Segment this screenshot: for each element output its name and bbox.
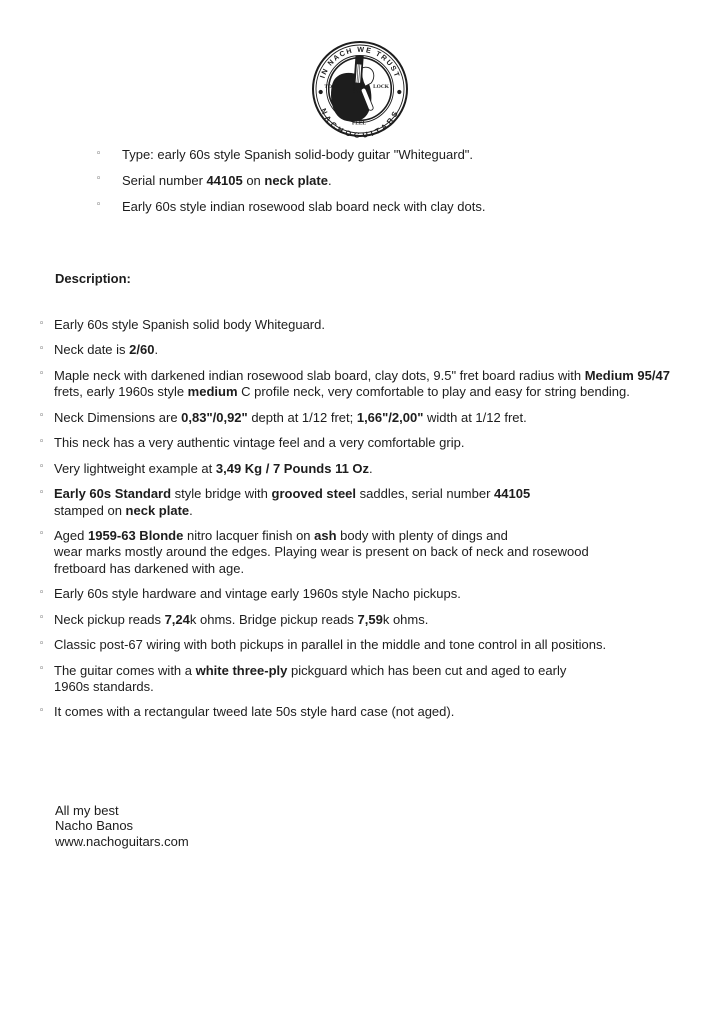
- list-item: [39, 342, 670, 358]
- bullet-icon: ◦: [96, 200, 102, 211]
- bullet-icon: ◦: [39, 705, 45, 716]
- list-item-line: Very lightweight example at 3,49 Kg / 7 Pounds 11 Oz.: [54, 460, 373, 476]
- list-item-line: Early 60s Standard style bridge with grooved steel saddles, serial number 44105: [54, 486, 531, 502]
- logo-bottom-arc-text: NACHOGUITARS: [318, 106, 402, 140]
- closing-line: All my best: [55, 803, 119, 818]
- list-item-line: The guitar comes with a white three-ply pickguard which has been cut and aged to early: [54, 662, 567, 678]
- list-item-line: It comes with a rectangular tweed late 50s style hard case (not aged).: [54, 704, 455, 720]
- list-item-line: Maple neck with darkened indian rosewood slab board, clay dots, 9.5" fret board radius with Medium 95/47: [54, 367, 670, 383]
- list-item-line: frets, early 1960s style medium C profile neck, very comfortable to play and easy for string bending.: [54, 384, 630, 400]
- guitar-bridge: [354, 83, 361, 91]
- list-item-line: Early 60s style Spanish solid body Whiteguard.: [54, 317, 325, 332]
- list-item-line: Aged 1959-63 Blonde nitro lacquer finish on ash body with plenty of dings and: [54, 527, 508, 543]
- logo-left-dot: [319, 90, 323, 94]
- list-item-line: Neck date is 2/60.: [54, 342, 159, 358]
- guitar-pickguard: [362, 67, 374, 86]
- bullet-icon: ◦: [39, 529, 45, 540]
- list-item-line: Early 60s style indian rosewood slab board neck with clay dots.: [122, 198, 486, 214]
- list-item: [39, 460, 670, 477]
- intro-bullet-list: [96, 147, 486, 225]
- list-item-line: Type: early 60s style Spanish solid-body guitar "Whiteguard".: [122, 147, 474, 162]
- logo-word-feel: FEEL: [351, 120, 367, 127]
- list-item: [39, 435, 670, 451]
- list-item-line: Early 60s style hardware and vintage early 1960s style Nacho pickups.: [54, 586, 461, 602]
- list-item-line: 1960s standards.: [54, 678, 154, 694]
- list-item: [39, 611, 670, 628]
- list-item: [96, 147, 485, 163]
- bullet-icon: ◦: [39, 487, 45, 498]
- bullet-icon: ◦: [39, 462, 45, 473]
- description-heading: Description:: [55, 271, 131, 286]
- list-item: [39, 317, 670, 333]
- bullet-icon: ◦: [39, 587, 45, 598]
- list-item-line: Neck Dimensions are 0,83"/0,92" depth at 1/12 fret; 1,66"/2,00" width at 1/12 fret.: [54, 409, 527, 425]
- guitar-fretboard: [355, 64, 362, 83]
- list-item: [39, 367, 670, 401]
- bullet-icon: ◦: [39, 369, 45, 380]
- list-item-line: Classic post-67 wiring with both pickups in parallel in the middle and tone control in all positions.: [54, 637, 607, 653]
- bullet-icon: ◦: [39, 436, 45, 447]
- bullet-icon: ◦: [39, 411, 45, 422]
- bullet-icon: ◦: [39, 343, 45, 354]
- list-item: [39, 527, 670, 577]
- logo-word-lock: LOCK: [373, 84, 389, 90]
- list-item: [39, 637, 670, 653]
- signature-block: [55, 803, 189, 849]
- bullet-icon: ◦: [96, 174, 102, 185]
- list-item: [39, 486, 670, 519]
- list-item: [96, 198, 486, 215]
- list-item-line: Neck pickup reads 7,24k ohms. Bridge pickup reads 7,59k ohms.: [54, 611, 429, 627]
- list-item: [39, 704, 670, 720]
- list-item-line: stamped on neck plate.: [54, 502, 193, 518]
- list-item: [39, 409, 670, 426]
- nachoguitars-logo-stamp: [308, 41, 412, 141]
- list-item-line: wear marks mostly around the edges. Playing wear is present on back of neck and rosewood: [54, 544, 589, 560]
- author-name: Nacho Banos: [55, 818, 134, 834]
- website-url: www.nachoguitars.com: [55, 833, 189, 849]
- bullet-icon: ◦: [39, 664, 45, 675]
- list-item: [39, 662, 670, 696]
- spec-bullet-list: [39, 317, 670, 730]
- logo-right-dot: [397, 90, 401, 94]
- bullet-icon: ◦: [96, 148, 102, 159]
- bullet-icon: ◦: [39, 318, 45, 329]
- list-item-line: fretboard has darkened with age.: [54, 560, 245, 576]
- logo-word-tone: TONE: [324, 84, 340, 90]
- bullet-icon: ◦: [39, 613, 45, 624]
- logo-top-arc-text: IN NACH WE TRUST: [317, 44, 403, 80]
- bullet-icon: ◦: [39, 638, 45, 649]
- list-item: [39, 586, 670, 602]
- list-item-line: This neck has a very authentic vintage feel and a very comfortable grip.: [54, 435, 465, 451]
- list-item-line: Serial number 44105 on neck plate.: [122, 172, 332, 188]
- list-item: [96, 172, 485, 189]
